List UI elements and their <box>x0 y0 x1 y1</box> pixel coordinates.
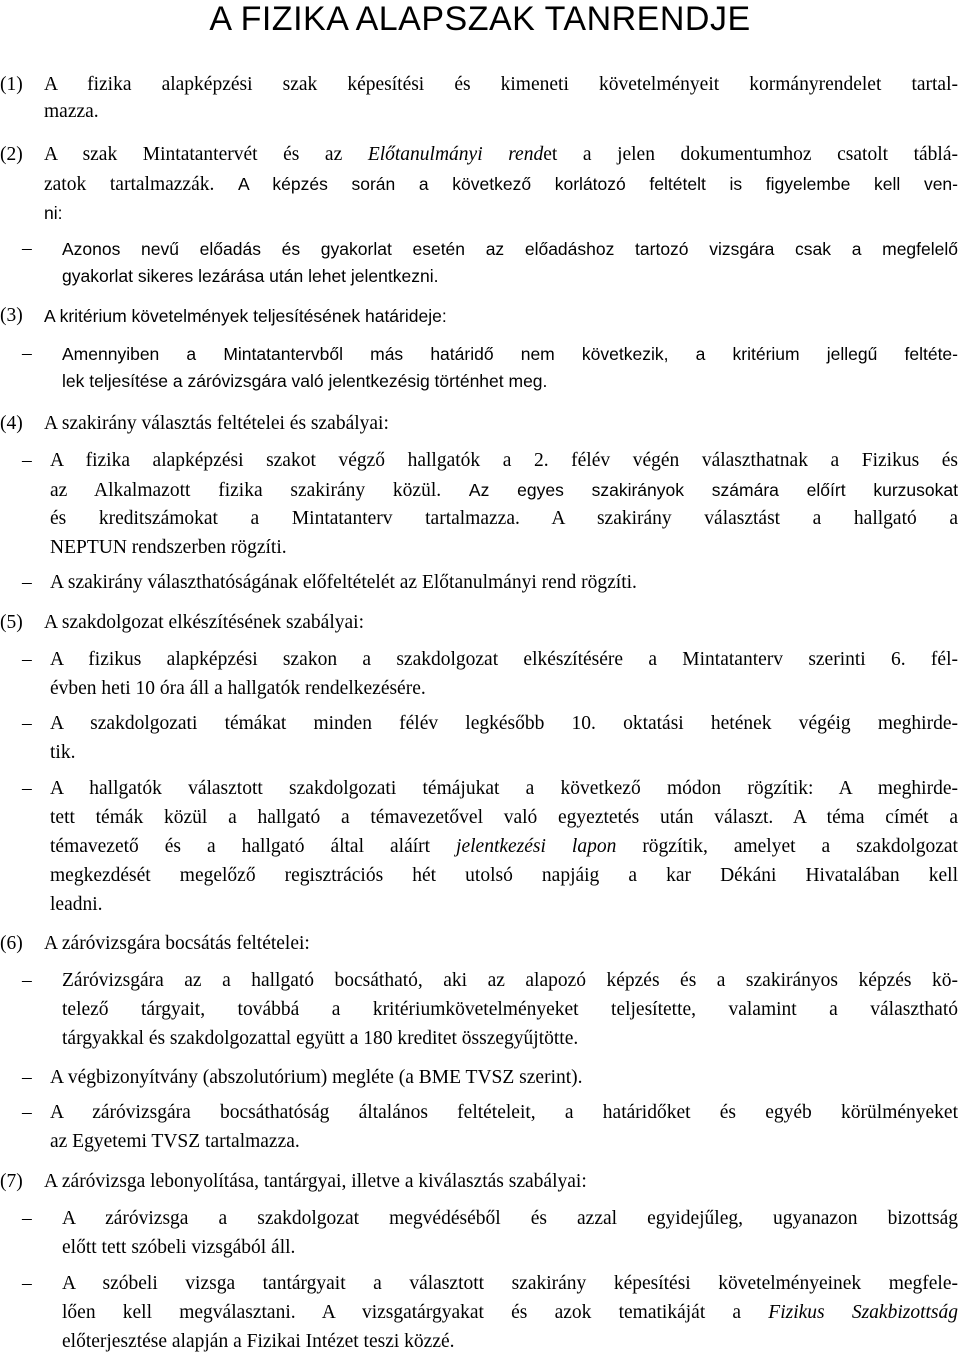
bullet-line: lek teljesítése a záróvizsgára való jelentkezésig történhet meg. <box>62 371 548 391</box>
paragraph-line: zatok tartalmazzák. A képzés során a következő korlátozó feltételt is figyelembe kell ven- <box>44 174 958 195</box>
document-title: A FIZIKA ALAPSZAK TANRENDJE <box>209 0 751 38</box>
dash-bullet: – <box>22 1067 32 1088</box>
paragraph-line: A szakdolgozat elkészítésének szabályai: <box>44 612 364 633</box>
dash-bullet: – <box>22 649 32 670</box>
bullet-line: A szóbeli vizsga tantárgyait a választott szakirány képesítési követelményeinek megfele- <box>62 1273 958 1294</box>
bullet-line: lően kell megválasztani. A vizsgatárgyakat és azok tematikáját a Fizikus Szakbizottság <box>62 1302 958 1323</box>
section-number: (4) <box>0 413 23 434</box>
italic-term: Előtanulmányi rend <box>367 144 544 165</box>
dash-bullet: – <box>22 450 32 471</box>
dash-bullet: – <box>22 970 32 991</box>
bullet-line: A fizika alapképzési szakot végző hallgatók a 2. félév végén választhatnak a Fizikus és <box>50 450 958 471</box>
paragraph-line: ni: <box>44 203 63 223</box>
bullet-line: Azonos nevű előadás és gyakorlat esetén az előadáshoz tartozó vizsgára csak a megfelelő <box>62 239 958 259</box>
dash-bullet: – <box>22 778 32 799</box>
bullet-line: gyakorlat sikeres lezárása után lehet jelentkezni. <box>62 266 439 286</box>
bullet-line: A végbizonyítvány (abszolutórium) megléte (a BME TVSZ szerint). <box>50 1067 583 1088</box>
dash-bullet: – <box>22 572 32 593</box>
dash-bullet: – <box>22 1208 32 1229</box>
section-number: (5) <box>0 612 23 633</box>
paragraph-line: A záróvizsga lebonyolítása, tantárgyai, illetve a kiválasztás szabályai: <box>44 1171 587 1192</box>
bullet-line: telező tárgyait, továbbá a kritériumkövetelményeket teljesítette, valamint a választható <box>62 999 958 1020</box>
paragraph-line: A szak Mintatantervét és az Előtanulmányi rendet a jelen dokumentumhoz csatolt táblá- <box>44 144 959 165</box>
bullet-line: megkezdését megelőző regisztrációs hét utolsó napjáig a kar Dékáni Hivatalában kell <box>50 865 958 886</box>
dash-bullet: – <box>22 238 32 259</box>
bullet-line: az Egyetemi TVSZ tartalmazza. <box>50 1131 300 1152</box>
bullet-line: A szakdolgozati témákat minden félév legkésőbb 10. oktatási hetének végéig meghirde- <box>50 713 958 734</box>
italic-term: jelentkezési lapon <box>456 836 617 857</box>
bullet-line: az Alkalmazott fizika szakirány közül. Az egyes szakirányok számára előírt kurzusokat <box>50 480 958 501</box>
bullet-line: A záróvizsga a szakdolgozat megvédéséből és azzal egyidejűleg, ugyanazon bizottság <box>62 1208 958 1229</box>
bullet-line: Amennyiben a Mintatantervből más határidő nem következik, a kritérium jellegű feltéte- <box>62 344 958 364</box>
section-number: (3) <box>0 305 23 326</box>
paragraph-line: A kritérium követelmények teljesítésének határideje: <box>44 306 447 326</box>
paragraph-line: A szakirány választás feltételei és szabályai: <box>44 413 389 434</box>
dash-bullet: – <box>22 1102 32 1123</box>
bullet-line: évben heti 10 óra áll a hallgatók rendelkezésére. <box>50 678 426 699</box>
bullet-line: leadni. <box>50 894 103 915</box>
bullet-line: A hallgatók választott szakdolgozati témájukat a következő módon rögzítik: A meghirde- <box>50 778 958 799</box>
bullet-line: előtt tett szóbeli vizsgából áll. <box>62 1237 296 1258</box>
dash-bullet: – <box>22 1273 32 1294</box>
paragraph-line: A záróvizsgára bocsátás feltételei: <box>44 933 310 954</box>
bullet-line: tik. <box>50 742 76 763</box>
bullet-line: témavezető és a hallgató által aláírt jelentkezési lapon rögzítik, amelyet a szakdolgozat <box>50 836 958 857</box>
dash-bullet: – <box>22 713 32 734</box>
dash-bullet: – <box>22 343 32 364</box>
section-number: (2) <box>0 144 23 165</box>
bullet-line: előterjesztése alapján a Fizikai Intézet teszi közzé. <box>62 1331 455 1352</box>
bullet-line: A záróvizsgára bocsáthatóság általános feltételeit, a határidőket és egyéb körülményeket <box>50 1102 958 1123</box>
bullet-line: A szakirány választhatóságának előfeltételét az Előtanulmányi rend rögzíti. <box>50 572 637 593</box>
bullet-line: NEPTUN rendszerben rögzíti. <box>50 537 287 558</box>
bullet-line: tett témák közül a hallgató a témavezetővel való egyeztetés után választ. A téma címét a <box>50 807 958 828</box>
paragraph-line: mazza. <box>44 101 99 122</box>
section-number: (1) <box>0 74 23 95</box>
paragraph-line: A fizika alapképzési szak képesítési és kimeneti követelményeit kormányrendelet tartal- <box>44 74 958 95</box>
bullet-line: Záróvizsgára az a hallgató bocsátható, aki az alapozó képzés és a szakirányos képzés kö- <box>62 970 958 991</box>
italic-term: Fizikus Szakbizottság <box>768 1302 958 1323</box>
section-number: (6) <box>0 933 23 954</box>
bullet-line: A fizikus alapképzési szakon a szakdolgozat elkészítésére a Mintatanterv szerinti 6. fél- <box>50 649 958 670</box>
section-number: (7) <box>0 1171 23 1192</box>
bullet-line: tárgyakkal és szakdolgozattal együtt a 180 kreditet összegyűjtötte. <box>62 1028 579 1049</box>
bullet-line: és kreditszámokat a Mintatanterv tartalmazza. A szakirány választást a hallgató a <box>50 508 958 529</box>
